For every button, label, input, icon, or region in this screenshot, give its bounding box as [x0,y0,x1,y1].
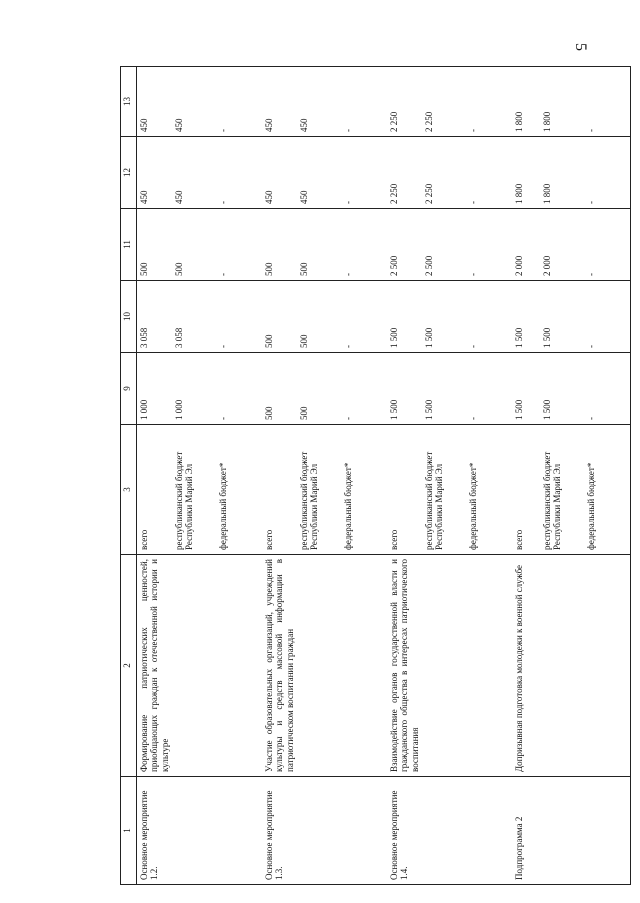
value-cell: 500 [262,209,297,281]
funding-source-cell: всего [137,425,173,555]
value-cell: 2 000 [540,209,584,281]
header-cell: 2 [121,555,137,777]
value-cell: - [466,67,512,137]
measure-description-cell [172,555,216,777]
value-cell: - [584,281,630,353]
measure-description-cell [341,555,387,777]
value-cell: 3 058 [172,281,216,353]
value-cell: 500 [297,353,341,425]
header-cell: 12 [121,137,137,209]
value-cell: - [341,67,387,137]
funding-table [120,66,631,885]
measure-name-cell [297,777,341,885]
measure-description-cell [216,555,262,777]
value-cell: 450 [172,67,216,137]
value-cell: 500 [172,209,216,281]
value-cell: - [341,353,387,425]
header-cell: 1 [121,777,137,885]
value-cell: 1 800 [512,137,540,209]
measure-description-cell [584,555,630,777]
header-cell: 11 [121,209,137,281]
value-cell: - [341,281,387,353]
header-row [121,67,137,885]
measure-description-cell: Формирование патриотических ценностей, приобщающих граждан к отечественной истории и культуре [137,555,173,777]
value-cell: 1 500 [512,353,540,425]
funding-source-cell: республиканский бюджет Республики Марий Эл [422,425,466,555]
funding-source-cell: федеральный бюджет* [466,425,512,555]
table-row [540,67,584,885]
table-row [137,67,173,885]
table-row [341,67,387,885]
value-cell: 500 [137,209,173,281]
measure-name-cell [422,777,466,885]
value-cell: 1 500 [540,353,584,425]
funding-source-cell: всего [262,425,297,555]
value-cell: 1 500 [422,353,466,425]
value-cell: 2 250 [387,67,422,137]
value-cell: 1 800 [540,137,584,209]
value-cell: - [216,281,262,353]
value-cell: - [466,281,512,353]
value-cell: 2 500 [422,209,466,281]
table-row [422,67,466,885]
value-cell: 500 [262,281,297,353]
rotated-page [120,67,640,885]
value-cell: 1 500 [422,281,466,353]
page-number: 5 [572,43,589,51]
funding-source-cell: республиканский бюджет Республики Марий Эл [540,425,584,555]
measure-description-cell [422,555,466,777]
value-cell: 450 [262,137,297,209]
value-cell: - [466,209,512,281]
table-row [297,67,341,885]
value-cell: 450 [297,67,341,137]
measure-name-cell [172,777,216,885]
value-cell: 1 500 [387,353,422,425]
funding-source-cell: всего [387,425,422,555]
value-cell: 450 [137,137,173,209]
funding-source-cell: республиканский бюджет Республики Марий Эл [172,425,216,555]
value-cell: 450 [137,67,173,137]
value-cell: 1 800 [512,67,540,137]
value-cell: 450 [262,67,297,137]
measure-name-cell [540,777,584,885]
value-cell: - [584,353,630,425]
measure-name-cell: Основное мероприятие 1.2. [137,777,173,885]
measure-description-cell [297,555,341,777]
value-cell: 500 [297,209,341,281]
value-cell: - [216,209,262,281]
value-cell: - [584,137,630,209]
value-cell: - [466,137,512,209]
value-cell: 450 [172,137,216,209]
table-row [387,67,422,885]
measure-description-cell [540,555,584,777]
measure-name-cell: Основное мероприятие 1.4. [387,777,422,885]
header-cell: 9 [121,353,137,425]
header-cell: 3 [121,425,137,555]
table-row [262,67,297,885]
value-cell: - [584,209,630,281]
table-row [466,67,512,885]
table-row [216,67,262,885]
funding-source-cell: федеральный бюджет* [216,425,262,555]
table-row [172,67,216,885]
funding-source-cell: республиканский бюджет Республики Марий Эл [297,425,341,555]
measure-description-cell: Допризывная подготовка молодежи к военной службе [512,555,540,777]
funding-source-cell: федеральный бюджет* [341,425,387,555]
value-cell: 2 250 [387,137,422,209]
value-cell: 500 [297,281,341,353]
value-cell: - [341,137,387,209]
value-cell: - [466,353,512,425]
value-cell: - [216,67,262,137]
measure-name-cell [466,777,512,885]
value-cell: 1 000 [137,353,173,425]
measure-name-cell: Основное мероприятие 1.3. [262,777,297,885]
value-cell: 1 500 [540,281,584,353]
value-cell: - [584,67,630,137]
measure-description-cell [466,555,512,777]
measure-name-cell: Подпрограмма 2 [512,777,540,885]
value-cell: 3 058 [137,281,173,353]
value-cell: 1 500 [387,281,422,353]
value-cell: 2 250 [422,67,466,137]
value-cell: - [341,209,387,281]
table-row [512,67,540,885]
table-row [584,67,630,885]
value-cell: - [216,353,262,425]
value-cell: 1 800 [540,67,584,137]
value-cell: 2 500 [387,209,422,281]
value-cell: 1 000 [172,353,216,425]
funding-source-cell: федеральный бюджет* [584,425,630,555]
value-cell: 2 000 [512,209,540,281]
measure-name-cell [584,777,630,885]
value-cell: 450 [297,137,341,209]
measure-name-cell [341,777,387,885]
funding-source-cell: всего [512,425,540,555]
value-cell: 500 [262,353,297,425]
header-cell: 10 [121,281,137,353]
value-cell: - [216,137,262,209]
value-cell: 1 500 [512,281,540,353]
value-cell: 2 250 [422,137,466,209]
measure-description-cell: Участие образовательных организаций, учреждений культуры и средств массовой информации в патриотическом воспитании граждан [262,555,297,777]
header-cell: 13 [121,67,137,137]
measure-description-cell: Взаимодействие органов государственной власти и гражданского общества в интересах патриотического воспитания [387,555,422,777]
measure-name-cell [216,777,262,885]
